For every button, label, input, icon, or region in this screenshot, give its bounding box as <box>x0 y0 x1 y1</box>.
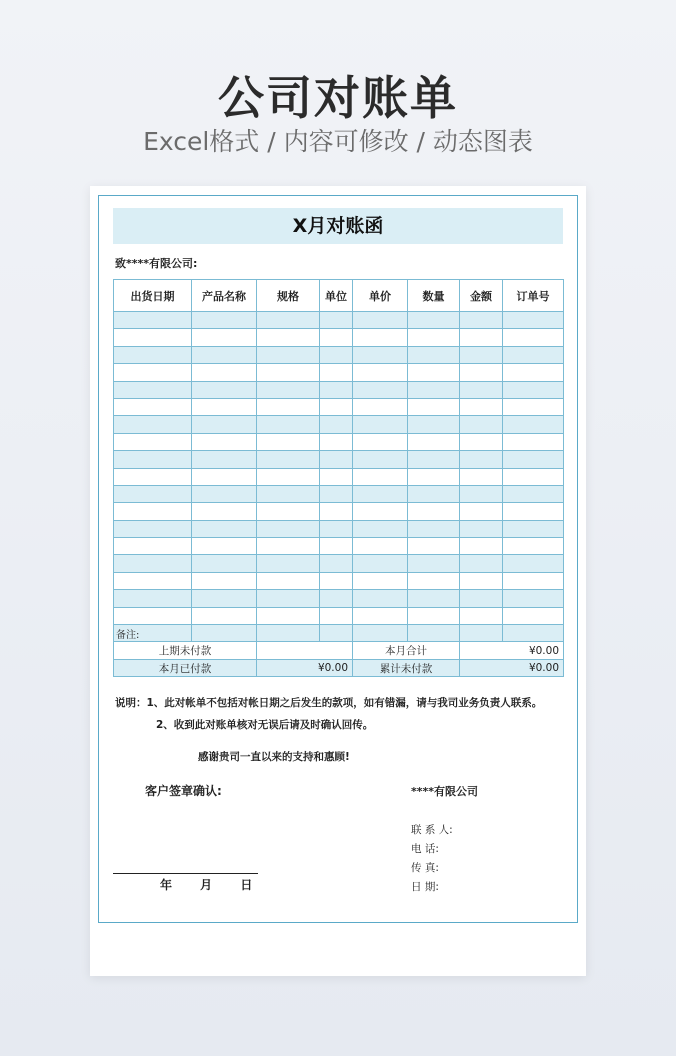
table-cell[interactable] <box>114 312 192 329</box>
table-cell[interactable] <box>320 416 353 433</box>
table-cell[interactable] <box>320 572 353 589</box>
table-cell[interactable] <box>353 346 408 363</box>
table-cell[interactable] <box>192 555 257 572</box>
table-cell[interactable] <box>192 346 257 363</box>
table-cell[interactable] <box>353 555 408 572</box>
table-cell[interactable] <box>320 381 353 398</box>
table-cell[interactable] <box>460 485 503 502</box>
table-cell[interactable] <box>408 451 460 468</box>
table-cell[interactable] <box>320 398 353 415</box>
table-cell[interactable] <box>257 538 320 555</box>
table-cell[interactable] <box>408 485 460 502</box>
statement-title: X月对账函 <box>113 208 563 244</box>
table-cell[interactable] <box>503 381 564 398</box>
table-cell[interactable] <box>460 468 503 485</box>
table-cell[interactable] <box>460 381 503 398</box>
month-paid-value[interactable]: ¥0.00 <box>257 659 353 676</box>
table-cell[interactable] <box>192 381 257 398</box>
table-cell[interactable] <box>257 572 320 589</box>
table-cell[interactable] <box>320 451 353 468</box>
table-cell[interactable] <box>114 468 192 485</box>
table-cell[interactable] <box>257 416 320 433</box>
table-cell[interactable] <box>320 520 353 537</box>
table-cell[interactable] <box>257 625 320 642</box>
table-cell[interactable] <box>192 538 257 555</box>
table-row <box>114 555 564 572</box>
table-cell[interactable] <box>503 364 564 381</box>
table-cell[interactable] <box>460 503 503 520</box>
table-cell[interactable] <box>353 572 408 589</box>
col-product-name: 产品名称 <box>192 280 257 312</box>
table-cell[interactable] <box>353 503 408 520</box>
table-cell[interactable] <box>320 555 353 572</box>
col-quantity: 数量 <box>408 280 460 312</box>
table-cell[interactable] <box>503 607 564 624</box>
table-cell[interactable] <box>503 485 564 502</box>
table-cell[interactable] <box>353 590 408 607</box>
table-cell[interactable] <box>320 503 353 520</box>
table-cell[interactable] <box>320 468 353 485</box>
summary-row-2 <box>114 659 564 676</box>
table-cell[interactable] <box>353 607 408 624</box>
table-cell[interactable] <box>192 451 257 468</box>
table-cell[interactable] <box>460 364 503 381</box>
table-cell[interactable] <box>460 572 503 589</box>
table-cell[interactable] <box>460 520 503 537</box>
customer-confirm-label: 客户签章确认: <box>145 784 222 798</box>
col-unit: 单位 <box>320 280 353 312</box>
table-cell[interactable] <box>114 364 192 381</box>
table-cell[interactable] <box>114 381 192 398</box>
table-cell[interactable] <box>408 555 460 572</box>
table-cell[interactable] <box>353 312 408 329</box>
table-cell[interactable] <box>353 381 408 398</box>
table-cell[interactable] <box>192 503 257 520</box>
cumulative-unpaid-value[interactable]: ¥0.00 <box>460 659 564 676</box>
table-cell[interactable] <box>460 607 503 624</box>
table-cell[interactable] <box>320 312 353 329</box>
remark-label: 备注: <box>114 625 192 642</box>
remark-row <box>114 625 564 642</box>
table-cell[interactable] <box>353 538 408 555</box>
summary-row-1 <box>114 642 564 659</box>
table-cell[interactable] <box>408 433 460 450</box>
table-row <box>114 607 564 624</box>
table-cell[interactable] <box>257 451 320 468</box>
table-cell[interactable] <box>192 329 257 346</box>
table-cell[interactable] <box>460 538 503 555</box>
date-label: 日 期: <box>411 881 439 893</box>
table-row <box>114 468 564 485</box>
fax-label: 传 真: <box>411 862 439 874</box>
table-cell[interactable] <box>408 520 460 537</box>
table-cell[interactable] <box>192 572 257 589</box>
table-cell[interactable] <box>257 503 320 520</box>
table-cell[interactable] <box>408 590 460 607</box>
table-row <box>114 329 564 346</box>
table-cell[interactable] <box>503 433 564 450</box>
table-cell[interactable] <box>257 607 320 624</box>
table-row <box>114 416 564 433</box>
table-cell[interactable] <box>192 312 257 329</box>
table-cell[interactable] <box>257 329 320 346</box>
table-cell[interactable] <box>460 416 503 433</box>
table-cell[interactable] <box>353 416 408 433</box>
col-order-no: 订单号 <box>503 280 564 312</box>
table-cell[interactable] <box>114 607 192 624</box>
table-row <box>114 485 564 502</box>
table-row <box>114 538 564 555</box>
table-cell[interactable] <box>257 364 320 381</box>
table-cell[interactable] <box>257 312 320 329</box>
table-cell[interactable] <box>503 538 564 555</box>
table-cell[interactable] <box>320 364 353 381</box>
table-cell[interactable] <box>114 572 192 589</box>
table-cell[interactable] <box>408 503 460 520</box>
table-cell[interactable] <box>114 451 192 468</box>
contact-block <box>411 822 453 898</box>
statement-table <box>113 279 564 677</box>
table-cell[interactable] <box>408 607 460 624</box>
table-cell[interactable] <box>353 329 408 346</box>
col-unit-price: 单价 <box>353 280 408 312</box>
table-cell[interactable] <box>114 329 192 346</box>
table-cell[interactable] <box>192 364 257 381</box>
table-cell[interactable] <box>320 329 353 346</box>
table-cell[interactable] <box>257 398 320 415</box>
table-cell[interactable] <box>460 625 503 642</box>
table-row <box>114 398 564 415</box>
table-cell[interactable] <box>408 312 460 329</box>
table-cell[interactable] <box>192 416 257 433</box>
table-cell[interactable] <box>353 398 408 415</box>
table-cell[interactable] <box>503 398 564 415</box>
signature-line <box>113 873 258 874</box>
contact-person-label: 联 系 人: <box>411 824 453 836</box>
table-cell[interactable] <box>503 468 564 485</box>
table-cell[interactable] <box>257 485 320 502</box>
table-cell[interactable] <box>460 329 503 346</box>
table-cell[interactable] <box>408 572 460 589</box>
prev-unpaid-value[interactable] <box>257 642 353 659</box>
table-cell[interactable] <box>408 364 460 381</box>
col-amount: 金额 <box>460 280 503 312</box>
table-cell[interactable] <box>460 346 503 363</box>
table-cell[interactable] <box>114 485 192 502</box>
table-row <box>114 346 564 363</box>
table-cell[interactable] <box>192 485 257 502</box>
table-cell[interactable] <box>408 625 460 642</box>
table-cell[interactable] <box>460 398 503 415</box>
col-spec: 规格 <box>257 280 320 312</box>
phone-label: 电 话: <box>411 843 439 855</box>
cumulative-unpaid-label: 累计未付款 <box>353 659 460 676</box>
table-row <box>114 520 564 537</box>
page-title: 公司对账单 <box>218 71 458 125</box>
table-cell[interactable] <box>114 416 192 433</box>
notes-block <box>115 695 542 739</box>
month-paid-label: 本月已付款 <box>114 659 257 676</box>
table-cell[interactable] <box>192 433 257 450</box>
table-cell[interactable] <box>320 485 353 502</box>
table-cell[interactable] <box>503 329 564 346</box>
table-cell[interactable] <box>408 381 460 398</box>
table-cell[interactable] <box>460 590 503 607</box>
table-cell[interactable] <box>192 468 257 485</box>
table-cell[interactable] <box>192 607 257 624</box>
table-cell[interactable] <box>320 607 353 624</box>
table-row <box>114 364 564 381</box>
col-ship-date: 出货日期 <box>114 280 192 312</box>
table-cell[interactable] <box>192 625 257 642</box>
table-row <box>114 503 564 520</box>
table-cell[interactable] <box>320 433 353 450</box>
table-cell[interactable] <box>257 433 320 450</box>
table-cell[interactable] <box>192 590 257 607</box>
table-cell[interactable] <box>353 485 408 502</box>
table-cell[interactable] <box>114 520 192 537</box>
table-cell[interactable] <box>320 346 353 363</box>
table-cell[interactable] <box>114 590 192 607</box>
table-row <box>114 312 564 329</box>
page-subtitle: Excel格式 / 内容可修改 / 动态图表 <box>143 127 533 156</box>
table-cell[interactable] <box>503 625 564 642</box>
note-line-2: 2、收到此对账单核对无误后请及时确认回传。 <box>156 719 374 731</box>
table-cell[interactable] <box>503 346 564 363</box>
table-row <box>114 451 564 468</box>
table-row <box>114 381 564 398</box>
table-row <box>114 590 564 607</box>
table-cell[interactable] <box>320 590 353 607</box>
table-cell[interactable] <box>353 520 408 537</box>
table-cell[interactable] <box>192 398 257 415</box>
table-header-row <box>114 280 564 312</box>
table-body <box>114 312 564 677</box>
recipient-line: 致****有限公司: <box>115 257 198 270</box>
table-cell[interactable] <box>408 538 460 555</box>
table-cell[interactable] <box>408 416 460 433</box>
table-cell[interactable] <box>114 398 192 415</box>
table-cell[interactable] <box>192 520 257 537</box>
document-sheet <box>90 186 586 976</box>
table-cell[interactable] <box>503 590 564 607</box>
table-cell[interactable] <box>408 346 460 363</box>
table-cell[interactable] <box>503 503 564 520</box>
table-cell[interactable] <box>503 416 564 433</box>
table-cell[interactable] <box>353 451 408 468</box>
table-cell[interactable] <box>503 555 564 572</box>
month-total-label: 本月合计 <box>353 642 460 659</box>
table-row <box>114 572 564 589</box>
table-cell[interactable] <box>114 555 192 572</box>
table-cell[interactable] <box>503 520 564 537</box>
table-cell[interactable] <box>460 555 503 572</box>
note-line-1: 说明：1、此对帐单不包括对帐日期之后发生的款项，如有错漏，请与我司业务负责人联系。 <box>115 697 543 709</box>
table-cell[interactable] <box>320 538 353 555</box>
table-cell[interactable] <box>353 468 408 485</box>
prev-unpaid-label: 上期未付款 <box>114 642 257 659</box>
table-cell[interactable] <box>257 590 320 607</box>
table-cell[interactable] <box>353 364 408 381</box>
company-name: ****有限公司 <box>411 785 479 798</box>
table-cell[interactable] <box>257 381 320 398</box>
table-cell[interactable] <box>408 329 460 346</box>
table-cell[interactable] <box>353 433 408 450</box>
table-cell[interactable] <box>257 468 320 485</box>
table-cell[interactable] <box>257 555 320 572</box>
table-cell[interactable] <box>460 433 503 450</box>
table-cell[interactable] <box>503 451 564 468</box>
table-cell[interactable] <box>114 346 192 363</box>
table-cell[interactable] <box>460 312 503 329</box>
table-cell[interactable] <box>114 433 192 450</box>
table-cell[interactable] <box>408 468 460 485</box>
table-cell[interactable] <box>114 538 192 555</box>
signature-date: 年 月 日 <box>160 878 253 892</box>
table-cell[interactable] <box>353 625 408 642</box>
table-cell[interactable] <box>503 572 564 589</box>
table-cell[interactable] <box>257 346 320 363</box>
table-cell[interactable] <box>460 451 503 468</box>
table-cell[interactable] <box>114 503 192 520</box>
table-cell[interactable] <box>503 312 564 329</box>
table-cell[interactable] <box>408 398 460 415</box>
table-cell[interactable] <box>257 520 320 537</box>
table-row <box>114 433 564 450</box>
table-cell[interactable] <box>320 625 353 642</box>
month-total-value[interactable]: ¥0.00 <box>460 642 564 659</box>
thanks-line: 感谢贵司一直以来的支持和惠顾! <box>198 751 350 763</box>
